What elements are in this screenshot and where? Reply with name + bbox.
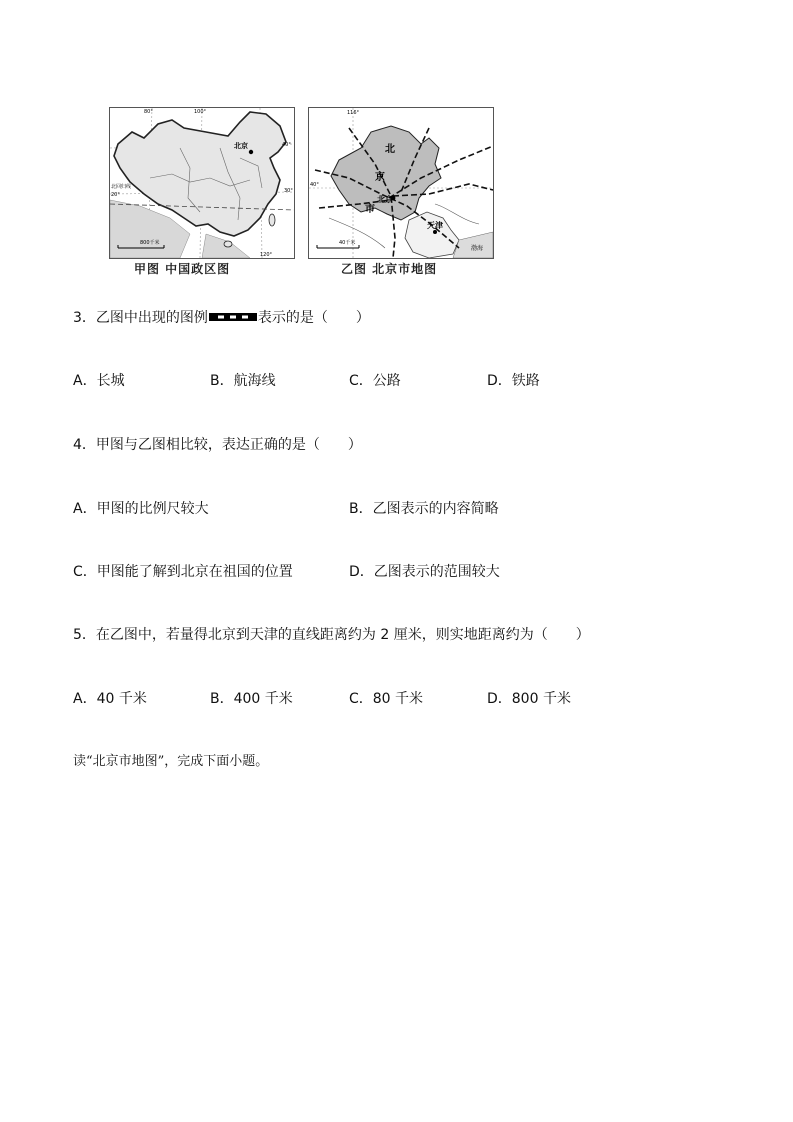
question-3-stem-after: 表示的是（ ） (257, 310, 370, 326)
beijing-city-label: 北京 (377, 195, 393, 204)
bohai-label: 渤海 (471, 245, 484, 252)
question-5-option-a[interactable]: A．40 千米 (73, 691, 147, 707)
question-5-option-d[interactable]: D．800 千米 (487, 691, 571, 707)
lon-80-label: 80° (144, 109, 153, 115)
question-3-option-a[interactable]: A．长城 (73, 373, 125, 389)
china-scale-label: 800千米 (140, 240, 160, 246)
lon-120-label: 120° (260, 252, 273, 258)
china-political-map (109, 107, 295, 259)
question-4-option-c[interactable]: C．甲图能了解到北京在祖国的位置 (73, 564, 293, 580)
lat-30-label: 30° (284, 188, 293, 194)
beijing-map-caption: 乙图 北京市地图 (341, 262, 438, 276)
question-5-option-c[interactable]: C．80 千米 (349, 691, 424, 707)
question-5-option-b[interactable]: B．400 千米 (210, 691, 293, 707)
question-4-stem: 4．甲图与乙图相比较，表达正确的是（ ） (73, 437, 362, 453)
beijing-lat-40-label: 40° (310, 182, 319, 188)
lat-20-label: 20° (111, 192, 120, 198)
question-4-option-d[interactable]: D．乙图表示的范围较大 (349, 564, 500, 580)
tianjin-dot (433, 230, 437, 234)
question-3-option-b[interactable]: B．航海线 (210, 373, 276, 389)
char-bei-label: 北 (385, 144, 395, 155)
china-beijing-label: 北京 (234, 142, 248, 150)
question-3-option-d[interactable]: D．铁路 (487, 373, 540, 389)
beijing-city-map (308, 107, 494, 259)
char-jing-label: 京 (375, 172, 385, 183)
question-3-option-c[interactable]: C．公路 (349, 373, 401, 389)
lat-40-label: 40° (282, 142, 291, 148)
question-4-option-b[interactable]: B．乙图表示的内容简略 (349, 501, 499, 517)
reading-instruction: 读“北京市地图”，完成下面小题。 (73, 754, 269, 769)
china-map-svg (110, 108, 294, 258)
question-3-stem-before: 3．乙图中出现的图例 (73, 310, 208, 326)
char-shi-label: 市 (365, 204, 375, 215)
lon-100-label: 100° (194, 109, 207, 115)
question-5-stem: 5．在乙图中，若量得北京到天津的直线距离约为 2 厘米，则实地距离约为（ ） (73, 627, 590, 643)
question-4-option-a[interactable]: A．甲图的比例尺较大 (73, 501, 209, 517)
beijing-scale-label: 40千米 (339, 240, 356, 246)
beijing-map-svg (309, 108, 493, 258)
china-map-caption: 甲图 中国政区图 (134, 262, 231, 276)
lon-116-label: 116° (347, 110, 360, 116)
beijing-dot (249, 150, 253, 154)
question-3-stem (73, 308, 370, 328)
tianjin-label: 天津 (427, 221, 443, 230)
tropic-label: 北回归线 (111, 184, 132, 190)
railway-legend-icon (209, 313, 257, 321)
